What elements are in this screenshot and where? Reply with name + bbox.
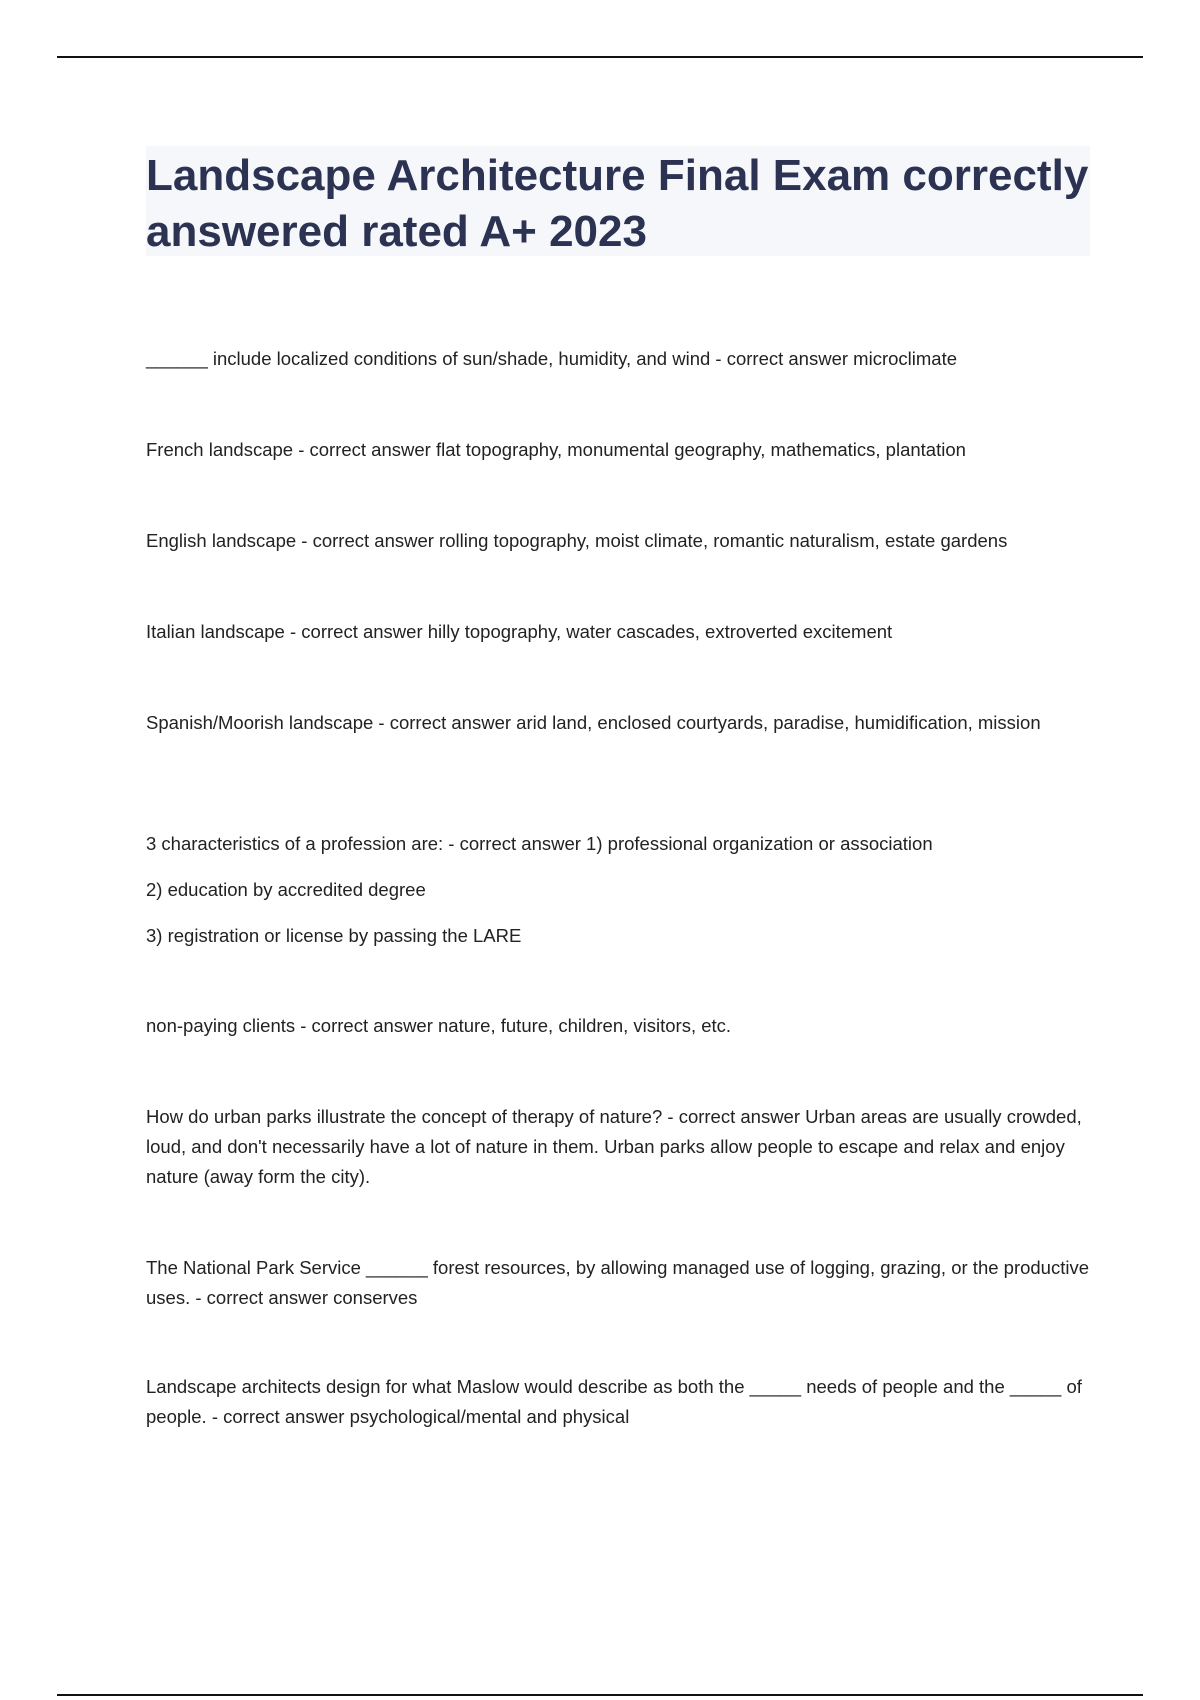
qa-item (146, 708, 1092, 738)
qa-text: How do urban parks illustrate the concept of therapy of nature? - correct answer Urban areas are usually crowded, loud, and don't necessarily have a lot of nature in them. Urban parks allow people to escape and relax and enjoy nature (away form the city). (146, 1106, 1082, 1187)
document-title: Landscape Architecture Final Exam correctly answered rated A+ 2023 (146, 151, 1089, 256)
qa-text: Spanish/Moorish landscape - correct answer arid land, enclosed courtyards, paradise, humidification, mission (146, 712, 1041, 733)
qa-text: The National Park Service ______ forest resources, by allowing managed use of logging, grazing, or the productive uses. - correct answer conserves (146, 1257, 1090, 1308)
qa-text: French landscape - correct answer flat topography, monumental geography, mathematics, plantation (146, 439, 966, 460)
qa-item (146, 344, 1092, 374)
qa-text: English landscape - correct answer rolling topography, moist climate, romantic naturalism, estate gardens (146, 530, 1008, 551)
qa-text: 3 characteristics of a profession are: - correct answer 1) professional organization or association (146, 833, 933, 854)
qa-text: Italian landscape - correct answer hilly topography, water cascades, extroverted excitement (146, 621, 893, 642)
qa-item (146, 1011, 1092, 1041)
qa-text: ______ include localized conditions of sun/shade, humidity, and wind - correct answer microclimate (146, 348, 957, 369)
qa-item (146, 1372, 1092, 1432)
bottom-rule (57, 1694, 1143, 1696)
qa-text: Landscape architects design for what Maslow would describe as both the _____ needs of people and the _____ of people. - correct answer psychological/mental and physical (146, 1376, 1082, 1427)
qa-item (146, 829, 1092, 951)
qa-text: 3) registration or license by passing the LARE (146, 925, 522, 946)
top-rule (57, 56, 1143, 58)
qa-text: non-paying clients - correct answer nature, future, children, visitors, etc. (146, 1015, 732, 1036)
qa-item (146, 1253, 1092, 1313)
title-banner (146, 146, 1090, 256)
qa-text: 2) education by accredited degree (146, 879, 426, 900)
qa-item (146, 435, 1092, 465)
qa-item (146, 1102, 1092, 1192)
qa-item (146, 617, 1092, 647)
qa-item (146, 526, 1092, 556)
